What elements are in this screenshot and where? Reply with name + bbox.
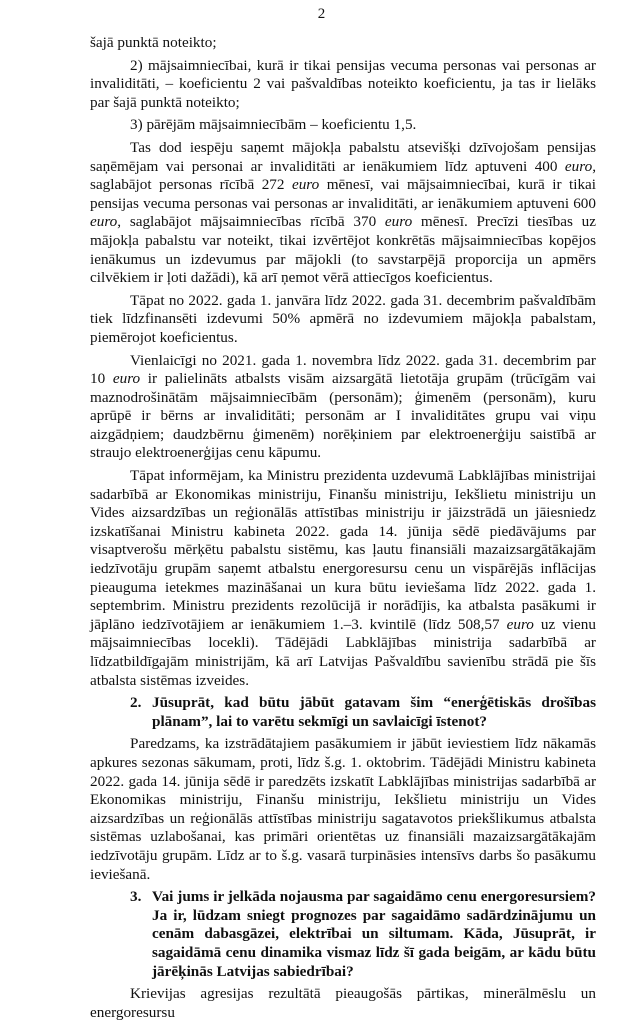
paragraph: šajā punktā noteikto; [90,34,217,51]
paragraph: Tāpat no 2022. gada 1. janvāra līdz 2022. gada 31. decembrim pašvaldībām tiek līdzfinansēti izdevumi 50% apmērā no izdevumiem mājokļa pabalstam, piemērojot koeficientus. [90,291,596,346]
question-2: 2. Jūsuprāt, kad būtu jābūt gatavam šim “enerģētiskās drošības plānam”, lai to varētu sekmīgi un savlaicīgi īstenot? [130,694,596,730]
paragraph: Krievijas agresijas rezultātā pieaugošās pārtikas, minerālmēslu un energoresursu [90,985,596,1021]
question-3: 3. Vai jums ir jelkāda nojausma par sagaidāmo cenu energoresursiem? Ja ir, lūdzam sniegt prognozes par sagaidāmo sadārdzinājumu un cenām dabasgāzei, elektrībai un siltumam. Kāda, Jūsuprāt, ir sagaidāmā cenu dinamika vismaz līdz šī gada beigām, ar kādu būtu jārēķinās Latvijas sabiedrībai? [130,888,596,980]
paragraph: Paredzams, ka izstrādātajiem pasākumiem ir jābūt ieviestiem līdz nākamās apkures sezonas sākumam, proti, līdz š.g. 1. oktobrim. Tādējādi Ministru kabineta 2022. gada 14. jūnija sēdē ir paredzēts izskatīt Labklājības ministrijas sadarbībā ar Ekonomikas ministriju, Finanšu ministriju, Iekšlietu ministriju un Vides aizsardzības un reģionālās attīstības ministriju sagatavotos priekšlikumus atbalsta sistēmas uzlabošanai, kas primāri orientētas uz finansiāli mazaizsargātākajām iedzīvotāju grupām. Līdz ar to š.g. vasarā turpināsies intensīvs darbs šo pasākumu ieviešanā. [90,735,596,883]
document-body [90,34,596,1022]
paragraph: Vienlaicīgi no 2021. gada 1. novembra līdz 2022. gada 31. decembrim par 10 euro ir palielināts atbalsts visām aizsargātā lietotāja grupām (trūcīgām vai maznodrošinātām mājsaimniecībām (personām); ģimenēm (personām), kuru aprūpē ir bērns ar invaliditāti; personām ar I invaliditātes grupu vai viņu aizgādņiem; daudzbērnu ģimenēm) norēķiniem par elektroenerģiju saistībā ar straujo elektroenerģijas cenu kāpumu. [90,351,597,462]
paragraph: Tāpat informējam, ka Ministru prezidenta uzdevumā Labklājības ministrijai sadarbībā ar Ekonomikas ministriju, Finanšu ministriju, Iekšlietu ministriju un Vides aizsardzības un reģionālās attīstības ministriju ir jāizstrādā un jāiesniedz izskatīšanai Ministru kabineta 2022. gada 14. jūnija sēdē piedāvājums par visaptverošu mērķētu pabalstu sistēmu, kas ļautu finansiāli mazaizsargātākajām iedzīvotāju grupām saņemt atbalstu energoresursu cenu un vispārējās inflācijas pieauguma ietekmes mazināšanai un kura būtu ieviešama līdz 2022. gada 1. septembrim. Ministru prezidents rezolūcijā ir norādījis, ka atbalsta pasākumi ir jāplāno iedzīvotājiem ar ienākumiem 1.–3. kvintilē (līdz 508,57 euro uz vienu mājsaimniecības locekli). Tādējādi Labklājības ministrija sadarbībā ar līdzatbildīgajām ministrijām, kā arī Latvijas Pašvaldību savienību strādā pie šīs atbalsta sistēmas izveides. [90,467,596,689]
paragraph: 3) pārējām mājsaimniecībām – koeficientu 1,5. [130,116,417,134]
page-number: 2 [317,6,326,22]
paragraph: Tas dod iespēju saņemt mājokļa pabalstu atsevišķi dzīvojošam pensijas saņēmējam vai personai ar invaliditāti ar ienākumiem līdz aptuveni 400 euro, saglabājot personas rīcībā 272 euro mēnesī, vai mājsaimniecībai, kurā ir tikai pensijas vecuma personas vai personas ar invaliditāti, ar ienākumiem aptuveni 600 euro, saglabājot mājsaimniecības rīcībā 370 euro mēnesī. Precīzi tiesības uz mājokļa pabalstu var noteikt, tikai izvērtējot konkrētās mājsaimniecības kopējos ienākumus un izdevumus par mājokli (to savstarpējā proporcija un apmērs cilvēkiem ir ļoti dažādi), kā arī ņemot vērā attiecīgos koeficientus. [90,138,596,287]
paragraph: 2) mājsaimniecībai, kurā ir tikai pensijas vecuma personas vai personas ar invaliditāti, – koeficientu 2 vai pašvaldības noteikto koeficientu, ja tas ir lielāks par šajā punktā noteikto; [90,56,596,111]
